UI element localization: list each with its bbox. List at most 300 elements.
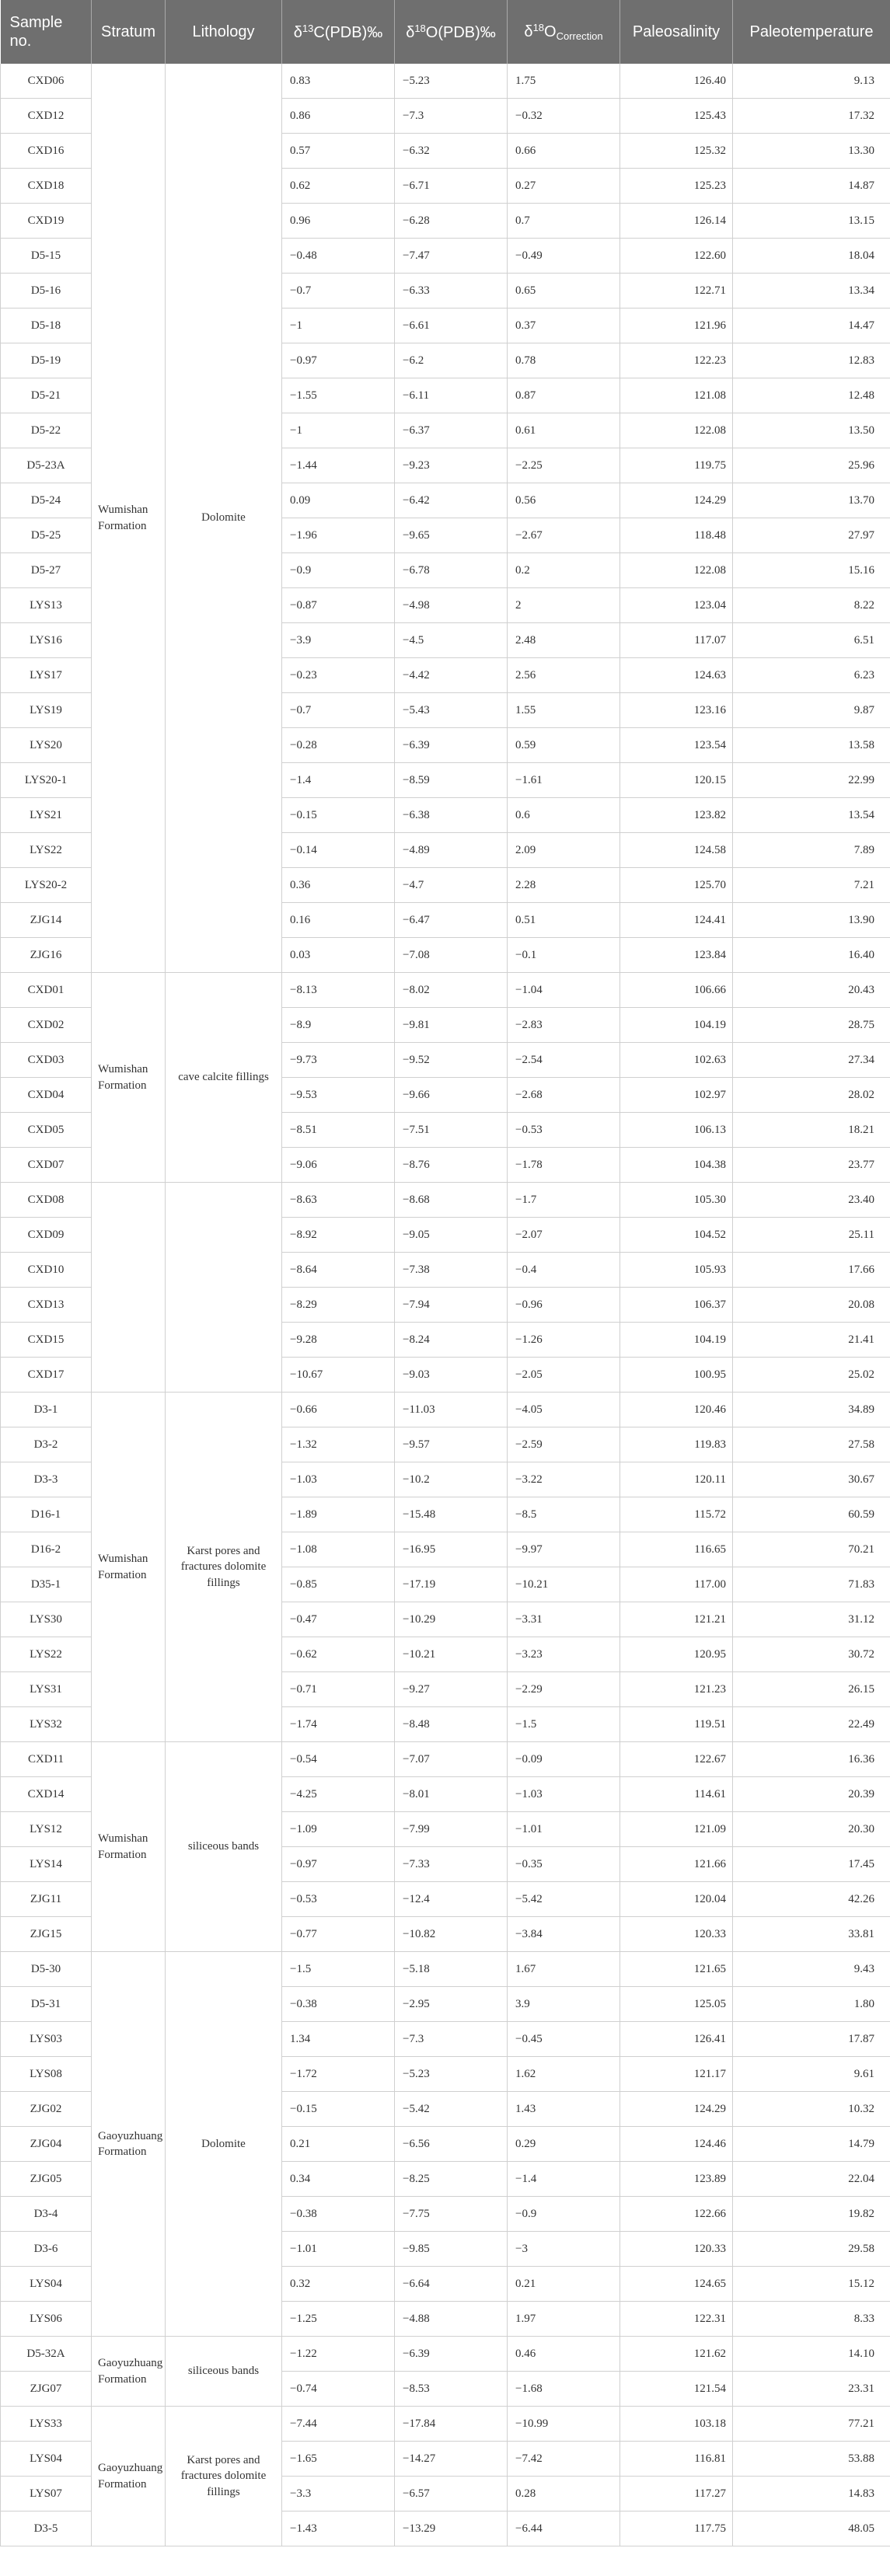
paleosalinity-cell: 124.46	[620, 2127, 733, 2162]
d13c-cell: −3.9	[282, 623, 395, 658]
paleotemperature-cell: 20.39	[733, 1777, 890, 1812]
paleosalinity-cell: 115.72	[620, 1497, 733, 1532]
paleotemperature-cell: 27.97	[733, 518, 890, 553]
paleotemperature-cell: 22.49	[733, 1707, 890, 1742]
sample-cell: LYS14	[1, 1847, 92, 1882]
d18o-cell: −6.38	[395, 798, 508, 833]
paleotemperature-cell: 42.26	[733, 1882, 890, 1917]
d18o-cell: −9.81	[395, 1008, 508, 1043]
d18o-cell: −7.75	[395, 2197, 508, 2232]
sample-cell: D5-16	[1, 274, 92, 308]
d18o-correction-cell: −1.04	[508, 973, 620, 1008]
sample-cell: D5-18	[1, 308, 92, 343]
sample-cell: CXD17	[1, 1358, 92, 1393]
d18o-cell: −6.33	[395, 274, 508, 308]
sample-cell: ZJG15	[1, 1917, 92, 1952]
d13c-cell: 0.21	[282, 2127, 395, 2162]
header-d18o-correction	[508, 0, 620, 64]
header-d18o-unit: O(PDB)‰	[425, 23, 496, 41]
d18o-correction-cell: 2.09	[508, 833, 620, 868]
paleotemperature-cell: 13.90	[733, 903, 890, 938]
d18o-cell: −8.02	[395, 973, 508, 1008]
sample-cell: D5-31	[1, 1987, 92, 2022]
paleosalinity-cell: 117.07	[620, 623, 733, 658]
paleotemperature-cell: 60.59	[733, 1497, 890, 1532]
paleotemperature-cell: 13.15	[733, 204, 890, 239]
d18o-correction-cell: 0.87	[508, 378, 620, 413]
d18o-correction-cell: −2.29	[508, 1672, 620, 1707]
lithology-cell: siliceous bands	[166, 2337, 282, 2407]
header-d18o-delta: δ	[406, 23, 415, 41]
paleotemperature-cell: 20.30	[733, 1812, 890, 1847]
paleosalinity-cell: 125.32	[620, 134, 733, 169]
d18o-correction-cell: 3.9	[508, 1987, 620, 2022]
paleosalinity-cell: 126.40	[620, 64, 733, 99]
d18o-correction-cell: 2	[508, 588, 620, 623]
d13c-cell: −0.38	[282, 2197, 395, 2232]
sample-cell: LYS16	[1, 623, 92, 658]
paleotemperature-cell: 17.66	[733, 1253, 890, 1288]
d13c-cell: −3.3	[282, 2477, 395, 2512]
d18o-correction-cell: 1.62	[508, 2057, 620, 2092]
paleosalinity-cell: 124.58	[620, 833, 733, 868]
d13c-cell: −1	[282, 308, 395, 343]
header-row	[1, 0, 890, 64]
d18o-correction-cell: −2.25	[508, 448, 620, 483]
d13c-cell: 0.09	[282, 483, 395, 518]
paleotemperature-cell: 14.79	[733, 2127, 890, 2162]
d18o-correction-cell: 1.55	[508, 693, 620, 728]
paleosalinity-cell: 104.52	[620, 1218, 733, 1253]
d18o-cell: −17.19	[395, 1567, 508, 1602]
d18o-cell: −9.05	[395, 1218, 508, 1253]
d13c-cell: −1.4	[282, 763, 395, 798]
d13c-cell: −8.92	[282, 1218, 395, 1253]
paleotemperature-cell: 9.13	[733, 64, 890, 99]
d13c-cell: −0.28	[282, 728, 395, 763]
paleosalinity-cell: 125.05	[620, 1987, 733, 2022]
d18o-correction-cell: 0.37	[508, 308, 620, 343]
sample-cell: LYS04	[1, 2442, 92, 2477]
d13c-cell: −0.15	[282, 2092, 395, 2127]
d13c-cell: −1.25	[282, 2302, 395, 2337]
sample-cell: D3-3	[1, 1462, 92, 1497]
paleotemperature-cell: 13.30	[733, 134, 890, 169]
paleosalinity-cell: 122.08	[620, 553, 733, 588]
d18o-cell: −6.47	[395, 903, 508, 938]
d18o-cell: −7.08	[395, 938, 508, 973]
paleosalinity-cell: 120.11	[620, 1462, 733, 1497]
d13c-cell: 0.86	[282, 99, 395, 134]
d13c-cell: −1.74	[282, 1707, 395, 1742]
paleosalinity-cell: 120.33	[620, 2232, 733, 2267]
d18o-cell: −8.01	[395, 1777, 508, 1812]
paleotemperature-cell: 13.54	[733, 798, 890, 833]
d18o-cell: −6.32	[395, 134, 508, 169]
d18o-correction-cell: −5.42	[508, 1882, 620, 1917]
sample-cell: D16-1	[1, 1497, 92, 1532]
sample-cell: LYS33	[1, 2407, 92, 2442]
sample-cell: LYS19	[1, 693, 92, 728]
paleosalinity-cell: 121.09	[620, 1812, 733, 1847]
d18o-cell: −6.39	[395, 728, 508, 763]
d18o-cell: −4.5	[395, 623, 508, 658]
paleosalinity-cell: 122.66	[620, 2197, 733, 2232]
d18o-correction-cell: −1.03	[508, 1777, 620, 1812]
lithology-cell: siliceous bands	[166, 1742, 282, 1952]
paleosalinity-cell: 119.75	[620, 448, 733, 483]
d18o-correction-cell: −2.05	[508, 1358, 620, 1393]
stratum-cell: Gaoyuzhuang Formation	[92, 2337, 166, 2407]
d13c-cell: −9.53	[282, 1078, 395, 1113]
paleosalinity-cell: 117.27	[620, 2477, 733, 2512]
paleotemperature-cell: 27.58	[733, 1427, 890, 1462]
paleosalinity-cell: 114.61	[620, 1777, 733, 1812]
d18o-correction-cell: 0.2	[508, 553, 620, 588]
paleotemperature-cell: 10.32	[733, 2092, 890, 2127]
d13c-cell: −8.51	[282, 1113, 395, 1148]
table-row	[1, 1393, 890, 1427]
stratum-cell: Gaoyuzhuang Formation	[92, 2407, 166, 2546]
d13c-cell: −1.43	[282, 2512, 395, 2546]
table-row	[1, 973, 890, 1008]
paleotemperature-cell: 70.21	[733, 1532, 890, 1567]
paleosalinity-cell: 121.21	[620, 1602, 733, 1637]
sample-cell: ZJG07	[1, 2372, 92, 2407]
sample-cell: CXD06	[1, 64, 92, 99]
d18o-correction-cell: 1.43	[508, 2092, 620, 2127]
d18o-cell: −10.2	[395, 1462, 508, 1497]
d18o-correction-cell: −1.4	[508, 2162, 620, 2197]
d18o-cell: −6.64	[395, 2267, 508, 2302]
table-row	[1, 64, 890, 99]
stratum-cell	[92, 1183, 166, 1393]
paleosalinity-cell: 122.71	[620, 274, 733, 308]
d18o-cell: −11.03	[395, 1393, 508, 1427]
paleotemperature-cell: 17.87	[733, 2022, 890, 2057]
paleotemperature-cell: 9.43	[733, 1952, 890, 1987]
paleotemperature-cell: 8.33	[733, 2302, 890, 2337]
d18o-correction-cell: −3.23	[508, 1637, 620, 1672]
d18o-correction-cell: −3.84	[508, 1917, 620, 1952]
sample-cell: CXD09	[1, 1218, 92, 1253]
d18o-correction-cell: −7.42	[508, 2442, 620, 2477]
d13c-cell: −9.28	[282, 1323, 395, 1358]
d13c-cell: −0.14	[282, 833, 395, 868]
sample-cell: LYS07	[1, 2477, 92, 2512]
paleosalinity-cell: 106.13	[620, 1113, 733, 1148]
d18o-correction-cell: 2.48	[508, 623, 620, 658]
d13c-cell: −0.62	[282, 1637, 395, 1672]
d18o-cell: −10.21	[395, 1637, 508, 1672]
sample-cell: CXD12	[1, 99, 92, 134]
paleotemperature-cell: 14.83	[733, 2477, 890, 2512]
d13c-cell: 0.03	[282, 938, 395, 973]
sample-cell: CXD19	[1, 204, 92, 239]
d18o-correction-cell: 0.27	[508, 169, 620, 204]
d18o-cell: −7.07	[395, 1742, 508, 1777]
paleosalinity-cell: 121.62	[620, 2337, 733, 2372]
paleotemperature-cell: 7.89	[733, 833, 890, 868]
d13c-cell: −0.7	[282, 693, 395, 728]
paleosalinity-cell: 121.23	[620, 1672, 733, 1707]
d13c-cell: 1.34	[282, 2022, 395, 2057]
d18o-cell: −9.85	[395, 2232, 508, 2267]
stratum-cell: Gaoyuzhuang Formation	[92, 1952, 166, 2337]
sample-cell: LYS20	[1, 728, 92, 763]
d18o-cell: −4.89	[395, 833, 508, 868]
sample-cell: LYS03	[1, 2022, 92, 2057]
header-d18oc-sub: Correction	[556, 30, 603, 42]
d18o-correction-cell: 0.66	[508, 134, 620, 169]
sample-cell: LYS20-2	[1, 868, 92, 903]
sample-cell: CXD02	[1, 1008, 92, 1043]
sample-cell: LYS31	[1, 1672, 92, 1707]
d18o-cell: −4.7	[395, 868, 508, 903]
paleosalinity-cell: 123.84	[620, 938, 733, 973]
paleosalinity-cell: 117.75	[620, 2512, 733, 2546]
paleosalinity-cell: 104.19	[620, 1008, 733, 1043]
d13c-cell: −8.64	[282, 1253, 395, 1288]
paleosalinity-cell: 120.33	[620, 1917, 733, 1952]
lithology-cell: Dolomite	[166, 1952, 282, 2337]
d18o-cell: −5.23	[395, 2057, 508, 2092]
paleosalinity-cell: 121.08	[620, 378, 733, 413]
paleosalinity-cell: 124.29	[620, 483, 733, 518]
paleotemperature-cell: 25.96	[733, 448, 890, 483]
d18o-correction-cell: 1.75	[508, 64, 620, 99]
sample-cell: LYS04	[1, 2267, 92, 2302]
sample-cell: D5-30	[1, 1952, 92, 1987]
d18o-correction-cell: −0.53	[508, 1113, 620, 1148]
sample-cell: D3-6	[1, 2232, 92, 2267]
d13c-cell: −0.74	[282, 2372, 395, 2407]
d13c-cell: −0.85	[282, 1567, 395, 1602]
sample-cell: D5-32A	[1, 2337, 92, 2372]
sample-cell: CXD11	[1, 1742, 92, 1777]
lithology-cell: Karst pores and fractures dolomite fillings	[166, 1393, 282, 1742]
d18o-correction-cell: −1.5	[508, 1707, 620, 1742]
d18o-correction-cell: −0.1	[508, 938, 620, 973]
paleosalinity-cell: 122.08	[620, 413, 733, 448]
header-d18oc-mass: 18	[532, 21, 545, 33]
d18o-cell: −8.76	[395, 1148, 508, 1183]
sample-cell: D35-1	[1, 1567, 92, 1602]
d13c-cell: −0.66	[282, 1393, 395, 1427]
paleotemperature-cell: 31.12	[733, 1602, 890, 1637]
d13c-cell: −0.23	[282, 658, 395, 693]
d13c-cell: −8.63	[282, 1183, 395, 1218]
paleosalinity-cell: 121.66	[620, 1847, 733, 1882]
paleotemperature-cell: 77.21	[733, 2407, 890, 2442]
d13c-cell: 0.83	[282, 64, 395, 99]
d18o-cell: −7.33	[395, 1847, 508, 1882]
d13c-cell: −0.97	[282, 1847, 395, 1882]
paleotemperature-cell: 27.34	[733, 1043, 890, 1078]
paleosalinity-cell: 106.37	[620, 1288, 733, 1323]
paleotemperature-cell: 19.82	[733, 2197, 890, 2232]
table-row	[1, 1952, 890, 1987]
d13c-cell: −1.96	[282, 518, 395, 553]
d18o-correction-cell: −0.45	[508, 2022, 620, 2057]
d18o-correction-cell: −4.05	[508, 1393, 620, 1427]
paleotemperature-cell: 17.45	[733, 1847, 890, 1882]
table-row	[1, 2407, 890, 2442]
sample-cell: D5-22	[1, 413, 92, 448]
d18o-cell: −6.71	[395, 169, 508, 204]
paleotemperature-cell: 15.16	[733, 553, 890, 588]
d13c-cell: 0.96	[282, 204, 395, 239]
d18o-cell: −9.23	[395, 448, 508, 483]
sample-cell: D3-5	[1, 2512, 92, 2546]
paleosalinity-cell: 118.48	[620, 518, 733, 553]
d18o-cell: −14.27	[395, 2442, 508, 2477]
paleotemperature-cell: 15.12	[733, 2267, 890, 2302]
sample-cell: CXD05	[1, 1113, 92, 1148]
d18o-cell: −7.3	[395, 2022, 508, 2057]
table-row	[1, 1742, 890, 1777]
d18o-cell: −6.56	[395, 2127, 508, 2162]
header-d13c-delta: δ	[293, 23, 302, 41]
d13c-cell: −7.44	[282, 2407, 395, 2442]
paleosalinity-cell: 124.65	[620, 2267, 733, 2302]
d13c-cell: −8.13	[282, 973, 395, 1008]
paleotemperature-cell: 23.31	[733, 2372, 890, 2407]
d13c-cell: −0.77	[282, 1917, 395, 1952]
paleotemperature-cell: 13.50	[733, 413, 890, 448]
d13c-cell: −1.32	[282, 1427, 395, 1462]
header-paleosalinity: Paleosalinity	[620, 0, 733, 64]
stratum-cell: Wumishan Formation	[92, 973, 166, 1183]
paleotemperature-cell: 9.87	[733, 693, 890, 728]
sample-cell: LYS20-1	[1, 763, 92, 798]
header-d18oc-delta: δ	[524, 23, 533, 40]
d18o-cell: −10.29	[395, 1602, 508, 1637]
header-d18oc-element: O	[544, 23, 557, 40]
paleotemperature-cell: 14.87	[733, 169, 890, 204]
d18o-cell: −5.18	[395, 1952, 508, 1987]
d18o-cell: −7.3	[395, 99, 508, 134]
paleosalinity-cell: 121.96	[620, 308, 733, 343]
sample-cell: CXD10	[1, 1253, 92, 1288]
paleotemperature-cell: 28.75	[733, 1008, 890, 1043]
d18o-cell: −6.11	[395, 378, 508, 413]
sample-cell: LYS17	[1, 658, 92, 693]
sample-cell: CXD14	[1, 1777, 92, 1812]
d13c-cell: −1.5	[282, 1952, 395, 1987]
d13c-cell: −0.54	[282, 1742, 395, 1777]
sample-cell: ZJG02	[1, 2092, 92, 2127]
paleotemperature-cell: 22.04	[733, 2162, 890, 2197]
paleotemperature-cell: 29.58	[733, 2232, 890, 2267]
sample-cell: D3-2	[1, 1427, 92, 1462]
d18o-cell: −5.23	[395, 64, 508, 99]
paleosalinity-cell: 120.15	[620, 763, 733, 798]
d13c-cell: −1.01	[282, 2232, 395, 2267]
d13c-cell: −1.55	[282, 378, 395, 413]
sample-cell: LYS22	[1, 1637, 92, 1672]
d18o-correction-cell: −1.7	[508, 1183, 620, 1218]
d18o-correction-cell: −0.35	[508, 1847, 620, 1882]
paleotemperature-cell: 28.02	[733, 1078, 890, 1113]
d18o-cell: −6.37	[395, 413, 508, 448]
d18o-correction-cell: −0.49	[508, 239, 620, 274]
lithology-cell	[166, 1183, 282, 1393]
sample-cell: LYS22	[1, 833, 92, 868]
sample-cell: CXD15	[1, 1323, 92, 1358]
sample-cell: LYS32	[1, 1707, 92, 1742]
d18o-correction-cell: 0.51	[508, 903, 620, 938]
d18o-correction-cell: −1.26	[508, 1323, 620, 1358]
header-d13c	[282, 0, 395, 64]
d13c-cell: −1	[282, 413, 395, 448]
d18o-correction-cell: 0.28	[508, 2477, 620, 2512]
paleotemperature-cell: 7.21	[733, 868, 890, 903]
paleotemperature-cell: 48.05	[733, 2512, 890, 2546]
sample-cell: LYS21	[1, 798, 92, 833]
d13c-cell: −10.67	[282, 1358, 395, 1393]
d18o-correction-cell: −10.99	[508, 2407, 620, 2442]
paleosalinity-cell: 119.51	[620, 1707, 733, 1742]
paleosalinity-cell: 122.31	[620, 2302, 733, 2337]
paleosalinity-cell: 123.04	[620, 588, 733, 623]
paleotemperature-cell: 23.77	[733, 1148, 890, 1183]
paleotemperature-cell: 25.02	[733, 1358, 890, 1393]
d18o-correction-cell: 0.29	[508, 2127, 620, 2162]
d18o-correction-cell: −2.07	[508, 1218, 620, 1253]
d18o-cell: −6.42	[395, 483, 508, 518]
sample-cell: ZJG14	[1, 903, 92, 938]
paleotemperature-cell: 6.23	[733, 658, 890, 693]
d13c-cell: 0.32	[282, 2267, 395, 2302]
d18o-correction-cell: −8.5	[508, 1497, 620, 1532]
d18o-cell: −7.47	[395, 239, 508, 274]
d13c-cell: −1.08	[282, 1532, 395, 1567]
paleotemperature-cell: 71.83	[733, 1567, 890, 1602]
d18o-correction-cell: −1.68	[508, 2372, 620, 2407]
sample-cell: D5-24	[1, 483, 92, 518]
d13c-cell: 0.57	[282, 134, 395, 169]
header-d18o	[395, 0, 508, 64]
d13c-cell: −1.72	[282, 2057, 395, 2092]
d18o-correction-cell: 0.6	[508, 798, 620, 833]
header-d18o-mass: 18	[414, 22, 426, 34]
paleotemperature-cell: 16.36	[733, 1742, 890, 1777]
paleosalinity-cell: 102.97	[620, 1078, 733, 1113]
d13c-cell: −1.03	[282, 1462, 395, 1497]
d18o-cell: −16.95	[395, 1532, 508, 1567]
paleotemperature-cell: 18.21	[733, 1113, 890, 1148]
paleosalinity-cell: 117.00	[620, 1567, 733, 1602]
d13c-cell: −0.38	[282, 1987, 395, 2022]
sample-cell: CXD18	[1, 169, 92, 204]
paleotemperature-cell: 8.22	[733, 588, 890, 623]
d18o-cell: −8.68	[395, 1183, 508, 1218]
sample-cell: LYS08	[1, 2057, 92, 2092]
lithology-cell: Dolomite	[166, 64, 282, 973]
sample-cell: LYS13	[1, 588, 92, 623]
paleotemperature-cell: 6.51	[733, 623, 890, 658]
sample-cell: D16-2	[1, 1532, 92, 1567]
paleotemperature-cell: 21.41	[733, 1323, 890, 1358]
paleotemperature-cell: 30.67	[733, 1462, 890, 1497]
d13c-cell: −4.25	[282, 1777, 395, 1812]
d18o-correction-cell: −2.59	[508, 1427, 620, 1462]
sample-cell: LYS06	[1, 2302, 92, 2337]
d13c-cell: −0.71	[282, 1672, 395, 1707]
lithology-cell: Karst pores and fractures dolomite fillings	[166, 2407, 282, 2546]
d18o-cell: −12.4	[395, 1882, 508, 1917]
